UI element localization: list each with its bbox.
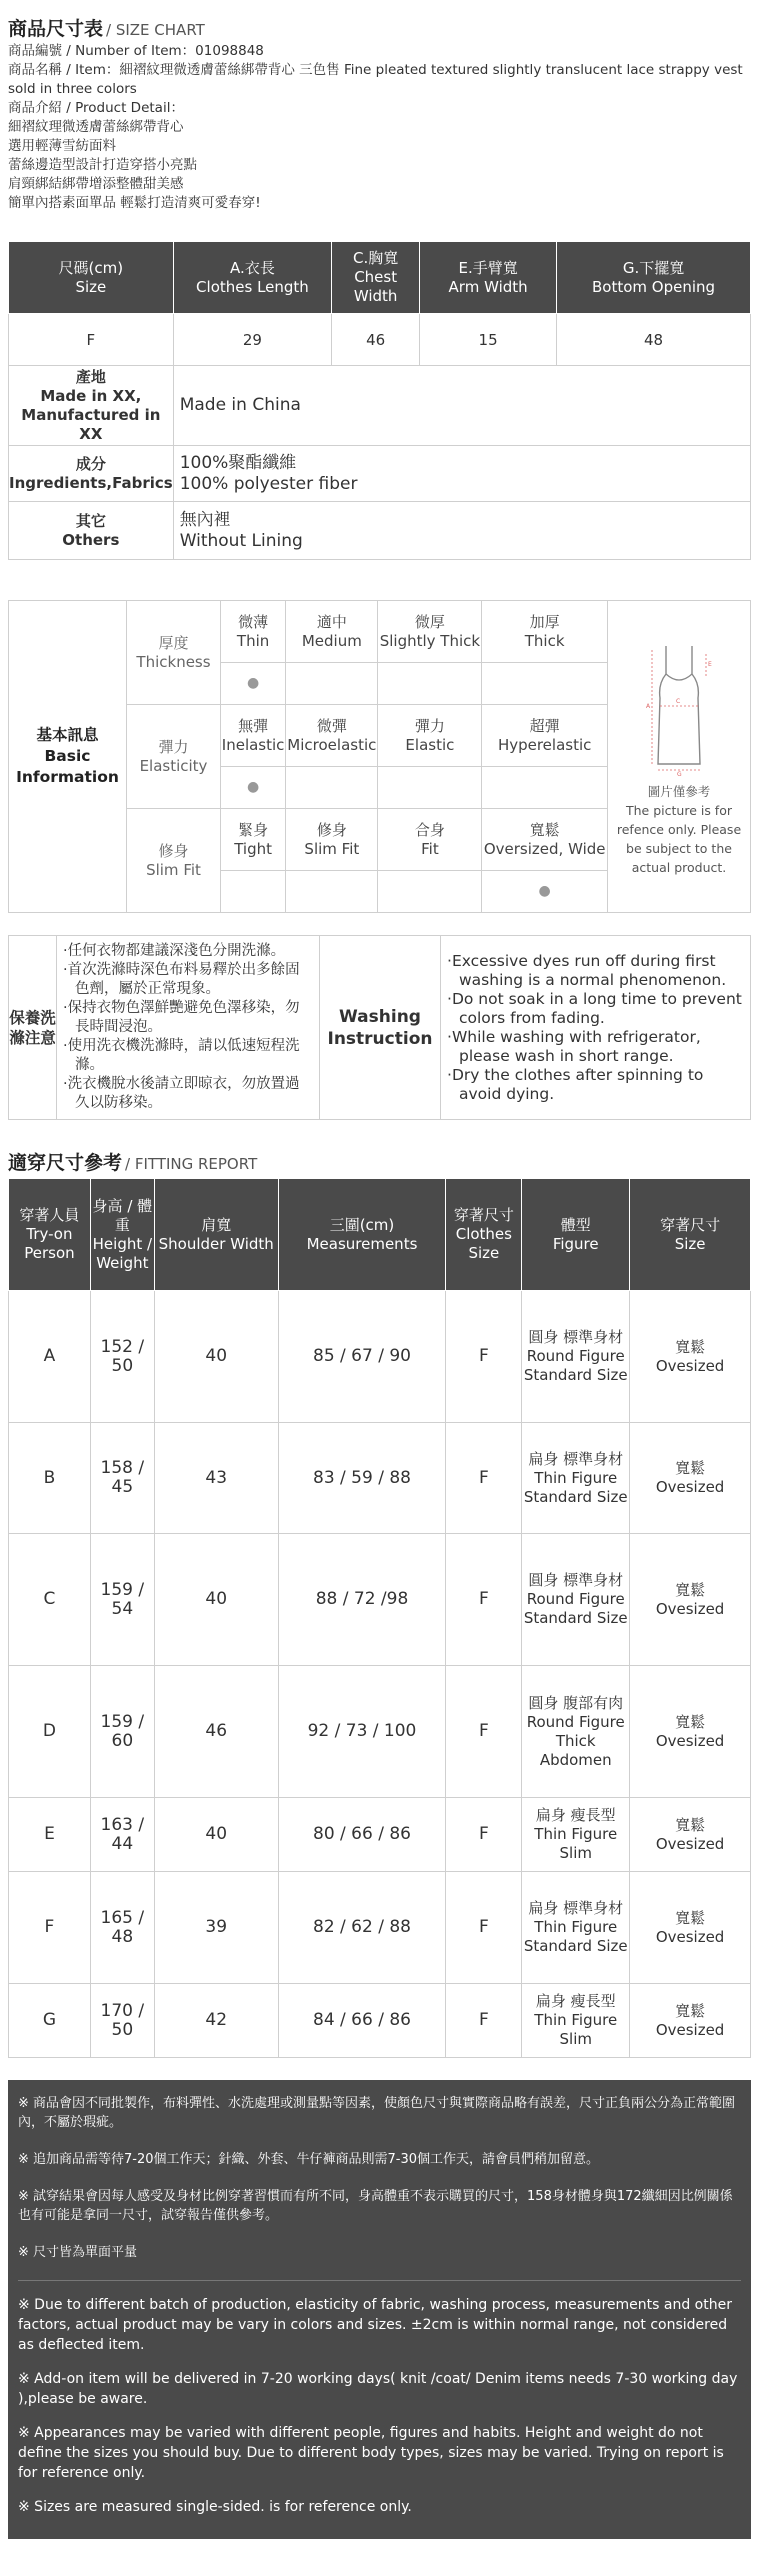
basic-info-table bbox=[8, 600, 751, 913]
fitting-fit: 寬鬆 Ovesized bbox=[630, 1984, 751, 2058]
fitting-person: C bbox=[9, 1534, 91, 1666]
fitting-height-weight: 152 / 50 bbox=[90, 1291, 154, 1423]
fitting-measurements: 92 / 73 / 100 bbox=[278, 1666, 446, 1798]
fitting-fit: 寬鬆 Ovesized bbox=[630, 1291, 751, 1423]
size-table bbox=[8, 241, 751, 560]
washing-zh-list bbox=[57, 936, 320, 1120]
fitting-shoulder: 46 bbox=[154, 1666, 278, 1798]
fit-option-tight: 緊身 Tight bbox=[221, 809, 286, 871]
fitting-title bbox=[8, 1148, 751, 1178]
note-zh: ※ 試穿結果會因每人感受及身材比例穿著習慣而有所不同，身高體重不表示購買的尺寸，158身材體身與172纖細因比例關係也有可能是拿同一尺寸，試穿報告僅供參考。 bbox=[18, 2189, 733, 2223]
picture-note-en: The picture is for refence only. Please be subject to the actual product. bbox=[616, 803, 742, 875]
garment-diagram bbox=[644, 636, 714, 776]
fit-mark-empty bbox=[286, 871, 378, 913]
size-cell: 15 bbox=[420, 314, 557, 366]
fitting-header-cell: 三圍(cm) Measurements bbox=[278, 1179, 446, 1291]
fitting-height-weight: 163 / 44 bbox=[90, 1798, 154, 1872]
fitting-title-zh: 適穿尺寸參考 bbox=[8, 1152, 123, 1174]
notes-panel bbox=[8, 2080, 751, 2539]
table-row bbox=[9, 314, 751, 366]
fitting-fit: 寬鬆 Ovesized bbox=[630, 1534, 751, 1666]
fit-mark-empty bbox=[221, 871, 286, 913]
note-en: ※ Sizes are measured single-sided. is for reference only. bbox=[18, 2499, 412, 2515]
note-zh: ※ 商品會因不同批製作，布料彈性、水洗處理或測量點等因素，使顏色尺寸與實際商品略有誤差，尺寸正負兩公分為正常範圍內，不屬於瑕疵。 bbox=[18, 2096, 736, 2130]
fitting-person: E bbox=[9, 1798, 91, 1872]
elasticity-label: 彈力 Elasticity bbox=[127, 705, 221, 809]
ingredients-value: 100%聚酯纖維 100% polyester fiber bbox=[173, 446, 750, 502]
fit-option-oversized: 寬鬆 Oversized, Wide bbox=[482, 809, 608, 871]
fitting-header-cell: 肩寬 Shoulder Width bbox=[154, 1179, 278, 1291]
fit-mark: ● bbox=[482, 871, 608, 913]
fitting-shoulder: 40 bbox=[154, 1534, 278, 1666]
fitting-height-weight: 159 / 54 bbox=[90, 1534, 154, 1666]
size-chart-title bbox=[8, 0, 751, 40]
fitting-measurements: 88 / 72 /98 bbox=[278, 1534, 446, 1666]
fitting-measurements: 82 / 62 / 88 bbox=[278, 1872, 446, 1984]
fitting-header-cell: 身高 / 體重 Height / Weight bbox=[90, 1179, 154, 1291]
fitting-title-en: / FITTING REPORT bbox=[125, 1155, 258, 1173]
fitting-figure: 扁身 標準身材 Thin Figure Standard Size bbox=[522, 1872, 630, 1984]
size-header-cell: C.胸寬 Chest Width bbox=[332, 242, 420, 314]
list-item: ·Do not soak in a long time to prevent colors from fading. bbox=[447, 989, 742, 1027]
size-cell: F bbox=[9, 314, 174, 366]
list-item: ·首次洗滌時深色布料易釋於出多餘固色劑，屬於正常現象。 bbox=[63, 962, 300, 997]
others-row bbox=[9, 502, 751, 560]
size-header-cell: G.下擺寬 Bottom Opening bbox=[557, 242, 751, 314]
fitting-person: D bbox=[9, 1666, 91, 1798]
elasticity-mark-empty bbox=[378, 767, 482, 809]
note-en: ※ Due to different batch of production, elasticity of fabric, washing process, measurements and other factors, actual product may be vary in colors and sizes. ±2cm is within normal range, not considered as deflected item. bbox=[18, 2297, 732, 2353]
product-info-line: 細褶紋理微透膚蕾絲綁帶背心 bbox=[8, 119, 184, 135]
size-cell: 48 bbox=[557, 314, 751, 366]
fitting-header-cell: 穿著尺寸 Clothes Size bbox=[446, 1179, 522, 1291]
elasticity-option-hyperelastic: 超彈 Hyperelastic bbox=[482, 705, 608, 767]
size-cell: 46 bbox=[332, 314, 420, 366]
fitting-clothes-size: F bbox=[446, 1534, 522, 1666]
table-row bbox=[9, 1872, 751, 1984]
diagram-letter: E bbox=[708, 661, 712, 668]
fitting-fit: 寬鬆 Ovesized bbox=[630, 1798, 751, 1872]
product-info-line: 肩頸綁結綁帶增添整體甜美感 bbox=[8, 176, 184, 192]
fitting-shoulder: 40 bbox=[154, 1798, 278, 1872]
fitting-figure: 扁身 標準身材 Thin Figure Standard Size bbox=[522, 1423, 630, 1534]
washing-label: 保養洗滌注意 bbox=[9, 936, 57, 1120]
fit-option-slim: 修身 Slim Fit bbox=[286, 809, 378, 871]
elasticity-mark-empty bbox=[286, 767, 378, 809]
washing-en-list bbox=[441, 936, 751, 1120]
fitting-figure: 圓身 標準身材 Round Figure Standard Size bbox=[522, 1534, 630, 1666]
others-value: 無內裡 Without Lining bbox=[173, 502, 750, 560]
fitting-measurements: 84 / 66 / 86 bbox=[278, 1984, 446, 2058]
diagram-letter: A bbox=[646, 703, 651, 710]
thickness-option-slightly-thick: 微厚 Slightly Thick bbox=[378, 601, 482, 663]
note-zh: ※ 尺寸皆為單面平量 bbox=[18, 2245, 138, 2260]
list-item: ·While washing with refrigerator, please wash in short range. bbox=[447, 1027, 701, 1065]
elasticity-mark: ● bbox=[221, 767, 286, 809]
fitting-height-weight: 165 / 48 bbox=[90, 1872, 154, 1984]
fitting-figure: 扁身 瘦長型 Thin Figure Slim bbox=[522, 1798, 630, 1872]
product-info-line: 商品名稱 / Item：細褶紋理微透膚蕾絲綁帶背心 三色售 Fine pleated textured slightly translucent lace strappy vest sold in three colors bbox=[8, 62, 743, 97]
fitting-measurements: 80 / 66 / 86 bbox=[278, 1798, 446, 1872]
size-header-cell: 尺碼(cm) Size bbox=[9, 242, 174, 314]
ingredients-row bbox=[9, 446, 751, 502]
size-chart-title-zh: 商品尺寸表 bbox=[8, 18, 104, 40]
table-row bbox=[9, 1534, 751, 1666]
fitting-person: A bbox=[9, 1291, 91, 1423]
table-row bbox=[9, 1984, 751, 2058]
fitting-person: B bbox=[9, 1423, 91, 1534]
thickness-option-thin: 微薄 Thin bbox=[221, 601, 286, 663]
origin-label: 產地 Made in XX, Manufactured in XX bbox=[9, 366, 174, 446]
elasticity-mark-empty bbox=[482, 767, 608, 809]
size-cell: 29 bbox=[173, 314, 332, 366]
product-info bbox=[8, 42, 751, 213]
fitting-header-cell: 體型 Figure bbox=[522, 1179, 630, 1291]
product-info-line: 蕾絲邊造型設計打造穿搭小亮點 bbox=[8, 157, 197, 173]
table-row bbox=[9, 1291, 751, 1423]
table-row bbox=[9, 1423, 751, 1534]
fitting-table bbox=[8, 1178, 751, 2058]
product-info-line: 簡單內搭素面單品 輕鬆打造清爽可愛春穿! bbox=[8, 195, 261, 211]
elasticity-option-inelastic: 無彈 Inelastic bbox=[221, 705, 286, 767]
list-item: ·保持衣物色澤鮮艷避免色澤移染，勿長時間浸泡。 bbox=[63, 1000, 300, 1035]
thickness-option-thick: 加厚 Thick bbox=[482, 601, 608, 663]
washing-instruction-label: Washing Instruction bbox=[320, 936, 441, 1120]
size-header-cell: A.衣長 Clothes Length bbox=[173, 242, 332, 314]
fitting-clothes-size: F bbox=[446, 1872, 522, 1984]
fit-label: 修身 Slim Fit bbox=[127, 809, 221, 913]
list-item: ·使用洗衣機洗滌時，請以低速短程洗滌。 bbox=[63, 1038, 300, 1073]
fitting-measurements: 85 / 67 / 90 bbox=[278, 1291, 446, 1423]
table-row bbox=[9, 1666, 751, 1798]
fitting-clothes-size: F bbox=[446, 1666, 522, 1798]
elasticity-option-microelastic: 微彈 Microelastic bbox=[286, 705, 378, 767]
elasticity-option-elastic: 彈力 Elastic bbox=[378, 705, 482, 767]
thickness-option-medium: 適中 Medium bbox=[286, 601, 378, 663]
thickness-label: 厚度 Thickness bbox=[127, 601, 221, 705]
fitting-height-weight: 158 / 45 bbox=[90, 1423, 154, 1534]
fitting-height-weight: 170 / 50 bbox=[90, 1984, 154, 2058]
size-table-header-row bbox=[9, 242, 751, 314]
fitting-clothes-size: F bbox=[446, 1798, 522, 1872]
fitting-fit: 寬鬆 Ovesized bbox=[630, 1872, 751, 1984]
origin-value: Made in China bbox=[173, 366, 750, 446]
fitting-header-cell: 穿著人員 Try-on Person bbox=[9, 1179, 91, 1291]
fitting-clothes-size: F bbox=[446, 1291, 522, 1423]
fitting-fit: 寬鬆 Ovesized bbox=[630, 1423, 751, 1534]
fitting-shoulder: 40 bbox=[154, 1291, 278, 1423]
thickness-mark-empty bbox=[286, 663, 378, 705]
fitting-shoulder: 42 bbox=[154, 1984, 278, 2058]
fitting-clothes-size: F bbox=[446, 1423, 522, 1534]
product-info-line: 選用輕薄雪紡面料 bbox=[8, 138, 116, 154]
diagram-letter: C bbox=[676, 698, 681, 705]
others-label: 其它 Others bbox=[9, 502, 174, 560]
garment-diagram-cell bbox=[608, 601, 751, 913]
fitting-shoulder: 43 bbox=[154, 1423, 278, 1534]
fitting-figure: 圓身 腹部有肉 Round Figure Thick Abdomen bbox=[522, 1666, 630, 1798]
note-en: ※ Add-on item will be delivered in 7-20 working days( knit /coat/ Denim items needs 7-30 working day ),please be aware. bbox=[18, 2371, 738, 2407]
picture-note-zh: 圖片僅參考 bbox=[647, 784, 711, 799]
note-en: ※ Appearances may be varied with different people, figures and habits. Height and weight do not define the sizes you should buy. Due to different body types, sizes may be varied. Trying on report is for reference only. bbox=[18, 2425, 724, 2481]
fitting-height-weight: 159 / 60 bbox=[90, 1666, 154, 1798]
list-item: ·任何衣物都建議深淺色分開洗滌。 bbox=[63, 943, 286, 959]
size-header-cell: E.手臂寬 Arm Width bbox=[420, 242, 557, 314]
fit-option-fit: 合身 Fit bbox=[378, 809, 482, 871]
table-row bbox=[9, 1798, 751, 1872]
thickness-mark: ● bbox=[221, 663, 286, 705]
fitting-header-cell: 穿著尺寸 Size bbox=[630, 1179, 751, 1291]
basic-info-label: 基本訊息 Basic Information bbox=[9, 601, 127, 913]
product-info-line: 商品編號 / Number of Item：01098848 bbox=[8, 43, 264, 59]
fitting-person: G bbox=[9, 1984, 91, 2058]
notes-divider bbox=[18, 2280, 741, 2281]
thickness-mark-empty bbox=[482, 663, 608, 705]
fitting-figure: 扁身 瘦長型 Thin Figure Slim bbox=[522, 1984, 630, 2058]
note-zh: ※ 追加商品需等待7-20個工作天；針織、外套、牛仔褲商品則需7-30個工作天，請會員們稍加留意。 bbox=[18, 2152, 600, 2167]
fitting-clothes-size: F bbox=[446, 1984, 522, 2058]
size-chart-title-en: / SIZE CHART bbox=[106, 21, 205, 39]
fitting-measurements: 83 / 59 / 88 bbox=[278, 1423, 446, 1534]
fitting-figure: 圓身 標準身材 Round Figure Standard Size bbox=[522, 1291, 630, 1423]
list-item: ·Dry the clothes after spinning to avoid dying. bbox=[447, 1065, 704, 1103]
washing-table bbox=[8, 935, 751, 1120]
fitting-fit: 寬鬆 Ovesized bbox=[630, 1666, 751, 1798]
fitting-shoulder: 39 bbox=[154, 1872, 278, 1984]
thickness-mark-empty bbox=[378, 663, 482, 705]
diagram-letter: G bbox=[677, 771, 682, 776]
list-item: ·洗衣機脫水後請立即晾衣，勿放置過久以防移染。 bbox=[63, 1076, 300, 1111]
fitting-header-row bbox=[9, 1179, 751, 1291]
list-item: ·Excessive dyes run off during first washing is a normal phenomenon. bbox=[447, 951, 727, 989]
fit-mark-empty bbox=[378, 871, 482, 913]
fitting-person: F bbox=[9, 1872, 91, 1984]
ingredients-label: 成分 Ingredients,Fabrics bbox=[9, 446, 174, 502]
product-info-line: 商品介紹 / Product Detail： bbox=[8, 100, 184, 116]
origin-row bbox=[9, 366, 751, 446]
